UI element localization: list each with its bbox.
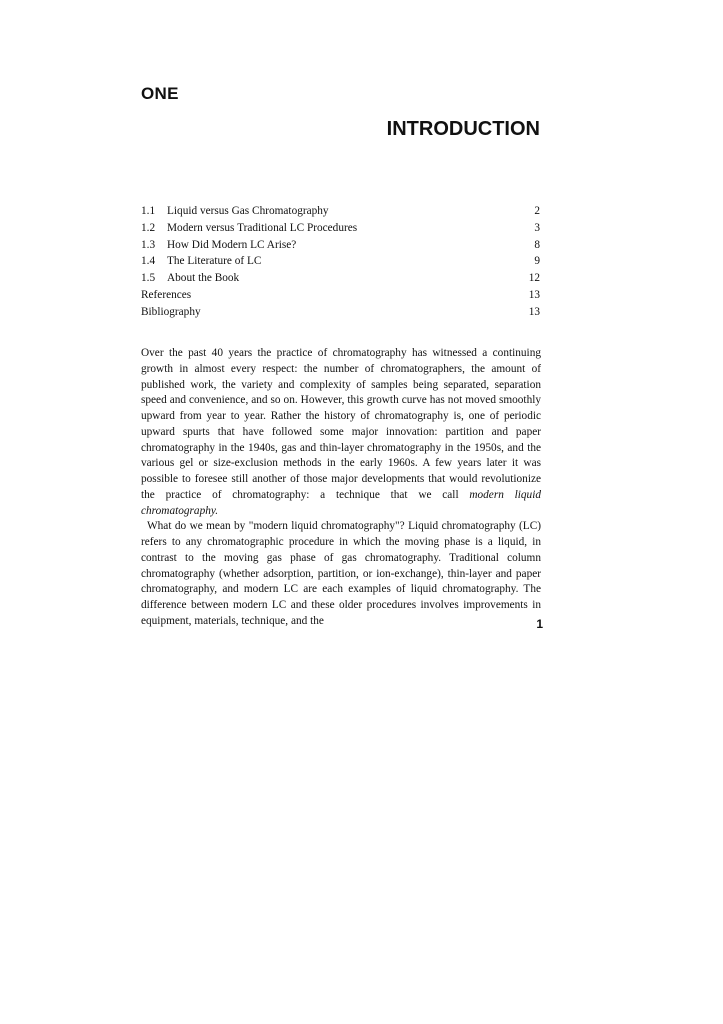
toc-entry [141, 237, 541, 254]
toc-entry-page: 9 [534, 255, 540, 268]
toc-entry-page: 8 [534, 238, 540, 251]
chapter-number: ONE [141, 84, 179, 103]
toc-entry-page: 3 [534, 221, 540, 234]
toc-entry-number: 1.1 [141, 205, 156, 217]
toc-entry-page: 12 [528, 272, 540, 285]
toc-entry [141, 253, 541, 270]
toc-entry-title: Liquid versus Gas Chromatography [167, 205, 329, 217]
toc-entry-number: 1.3 [141, 238, 156, 251]
paragraph: What do we mean by "modern liquid chromatography"? Liquid chromatography (LC) refers to any chromatographic procedure in which the moving phase is a liquid, in contrast to the moving gas phase of gas chromatography. Traditional column chromatography (whether adsorption, partition, or ion-exchange), thin-layer and paper chromatography, and modern LC are each examples of liquid chromatography. The difference between modern LC and these older procedures involves improvements in equipment, materials, technique, and the [141, 520, 541, 627]
chapter-title: INTRODUCTION [386, 118, 540, 140]
toc-entry-references [141, 287, 541, 304]
toc-entry-title: Modern versus Traditional LC Procedures [167, 221, 358, 234]
toc-entry-page: 13 [528, 305, 540, 318]
paragraph [141, 346, 541, 519]
toc-entry-page: 2 [534, 205, 540, 217]
toc-entry-number: 1.4 [141, 255, 156, 268]
paragraph-text: Over the past 40 years the practice of chromatography has witnessed a continuing growth in almost every respect: the number of chromatographers, the amount of published work, the variety and complexity of samples being separated, separation speed and convenience, and so on. However, this growth curve has not moved smoothly upward from year to year. Rather the history of chromatography is, one of periodic upward spurts that have followed some major innovation: partition and paper chromatography in the 1940s, gas and thin-layer chromatography in the 1950s, and the various gel or size-exclusion methods in the early 1960s. A few years later it was possible to foresee still another of those major developments that would revolutionize the practice of chromatography: a technique that we call [141, 347, 541, 501]
toc-entry-number: 1.5 [141, 272, 156, 285]
toc-entry [141, 220, 541, 237]
toc-entry-bibliography [141, 304, 541, 321]
toc-entry-title: The Literature of LC [167, 255, 262, 268]
toc-entry-title: References [141, 288, 192, 301]
toc-entry-number: 1.2 [141, 221, 156, 234]
toc-entry-title: How Did Modern LC Arise? [167, 238, 297, 251]
toc-entry [141, 270, 541, 287]
page-number: 1 [536, 617, 543, 631]
toc-entry-title: Bibliography [141, 305, 201, 318]
toc-entry [141, 203, 541, 220]
body-text [141, 346, 541, 630]
toc-entry-title: About the Book [167, 272, 240, 285]
toc-entry-page: 13 [528, 288, 540, 301]
chapter-contents [141, 203, 541, 321]
emphasized-term: modern liquid chromatography. [141, 488, 541, 517]
